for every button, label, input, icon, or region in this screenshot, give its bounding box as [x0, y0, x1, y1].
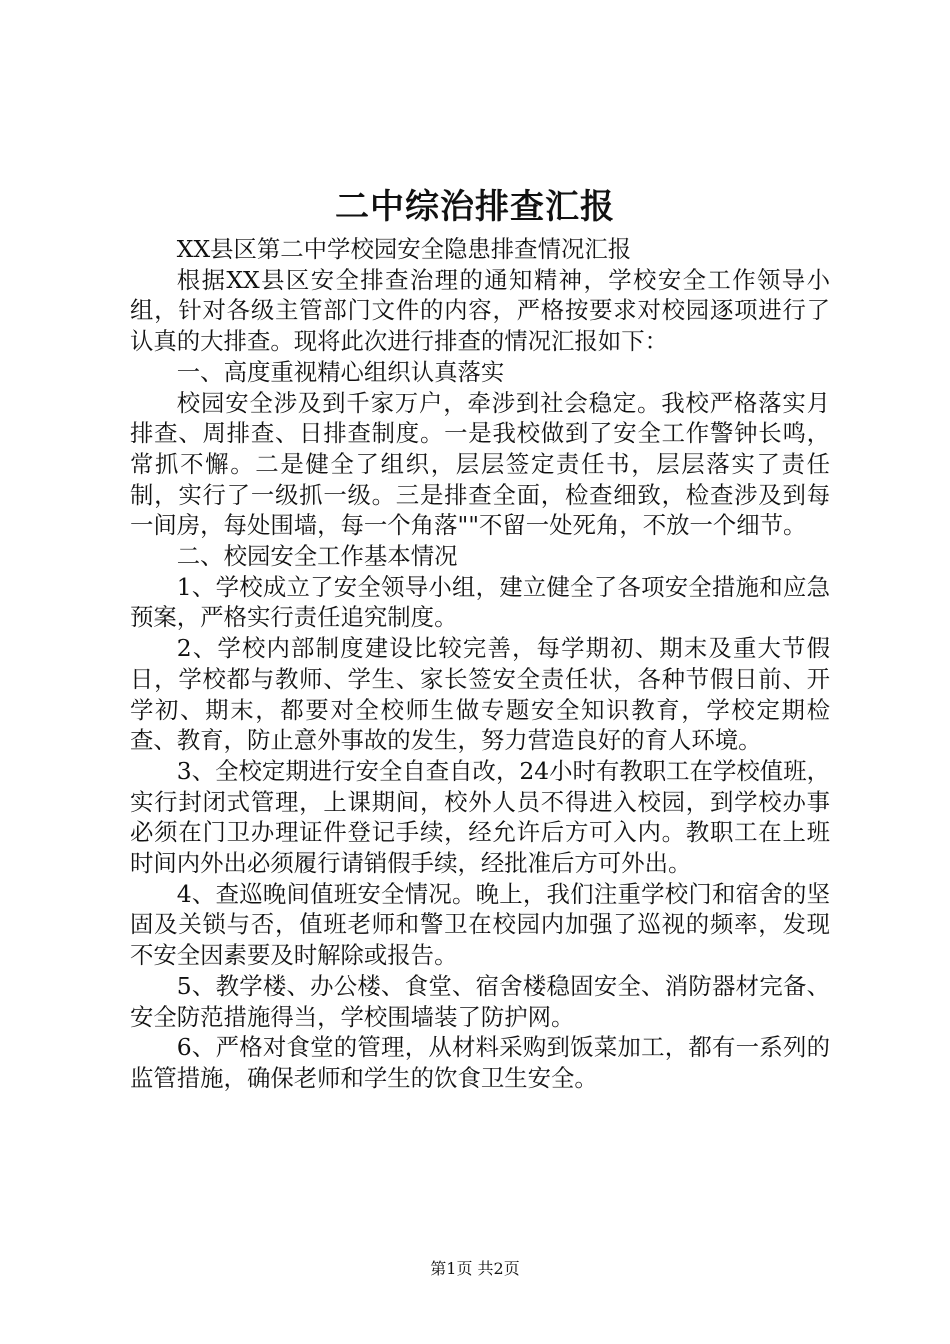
- item-paragraph-5: 5、教学楼、办公楼、食堂、宿舍楼稳固安全、消防器材完备、安全防范措施得当，学校围墙装了防护网。: [130, 971, 830, 1031]
- section-heading-1: 一、高度重视精心组织认真落实: [176, 357, 505, 386]
- item-paragraph-6: 6、严格对食堂的管理，从材料采购到饭菜加工，都有一系列的监管措施，确保老师和学生的饮食卫生安全。: [130, 1033, 830, 1092]
- item-paragraph-1: 1、学校成立了安全领导小组，建立健全了各项安全措施和应急预案，严格实行责任追究制度。: [130, 572, 830, 632]
- item-paragraph-3: 3、全校定期进行安全自查自改，24小时有教职工在学校值班，实行封闭式管理，上课期间，校外人员不得进入校园，到学校办事必须在门卫办理证件登记手续，经允许后方可入内。教职工在上班时间内外出必须履行请销假手续，经批准后方可外出。: [130, 756, 830, 878]
- page-footer: 第1页 共2页: [430, 1259, 520, 1278]
- subtitle-paragraph: XX县区第二中学校园安全隐患排查情况汇报: [176, 235, 632, 263]
- item-paragraph-2: 2、学校内部制度建设比较完善，每学期初、期末及重大节假日，学校都与教师、学生、家长签安全责任状，各种节假日前、开学初、期末，都要对全校师生做专题安全知识教育，学校定期检查、教育，防止意外事故的发生，努力营造良好的育人环境。: [130, 634, 830, 755]
- section-1-paragraph: 校园安全涉及到千家万户，牵涉到社会稳定。我校严格落实月排查、周排查、日排查制度。一是我校做到了安全工作警钟长鸣，常抓不懈。二是健全了组织，层层签定责任书，层层落实了责任制，实行了一级抓一级。三是排查全面，检查细致，检查涉及到每一间房，每处围墙，每一个角落""不留一处死角，不放一个细节。: [130, 388, 830, 540]
- section-heading-2: 二、校园安全工作基本情况: [176, 542, 458, 571]
- document-body: [130, 234, 830, 1094]
- intro-paragraph: 根据XX县区安全排查治理的通知精神，学校安全工作领导小组，针对各级主管部门文件的内容，严格按要求对校园逐项进行了认真的大排查。现将此次进行排查的情况汇报如下：: [130, 265, 830, 356]
- document-title: 二中综治排查汇报: [335, 187, 615, 227]
- item-paragraph-4: 4、查巡晚间值班安全情况。晚上，我们注重学校门和宿舍的坚固及关锁与否，值班老师和警卫在校园内加强了巡视的频率，发现不安全因素要及时解除或报告。: [130, 879, 830, 970]
